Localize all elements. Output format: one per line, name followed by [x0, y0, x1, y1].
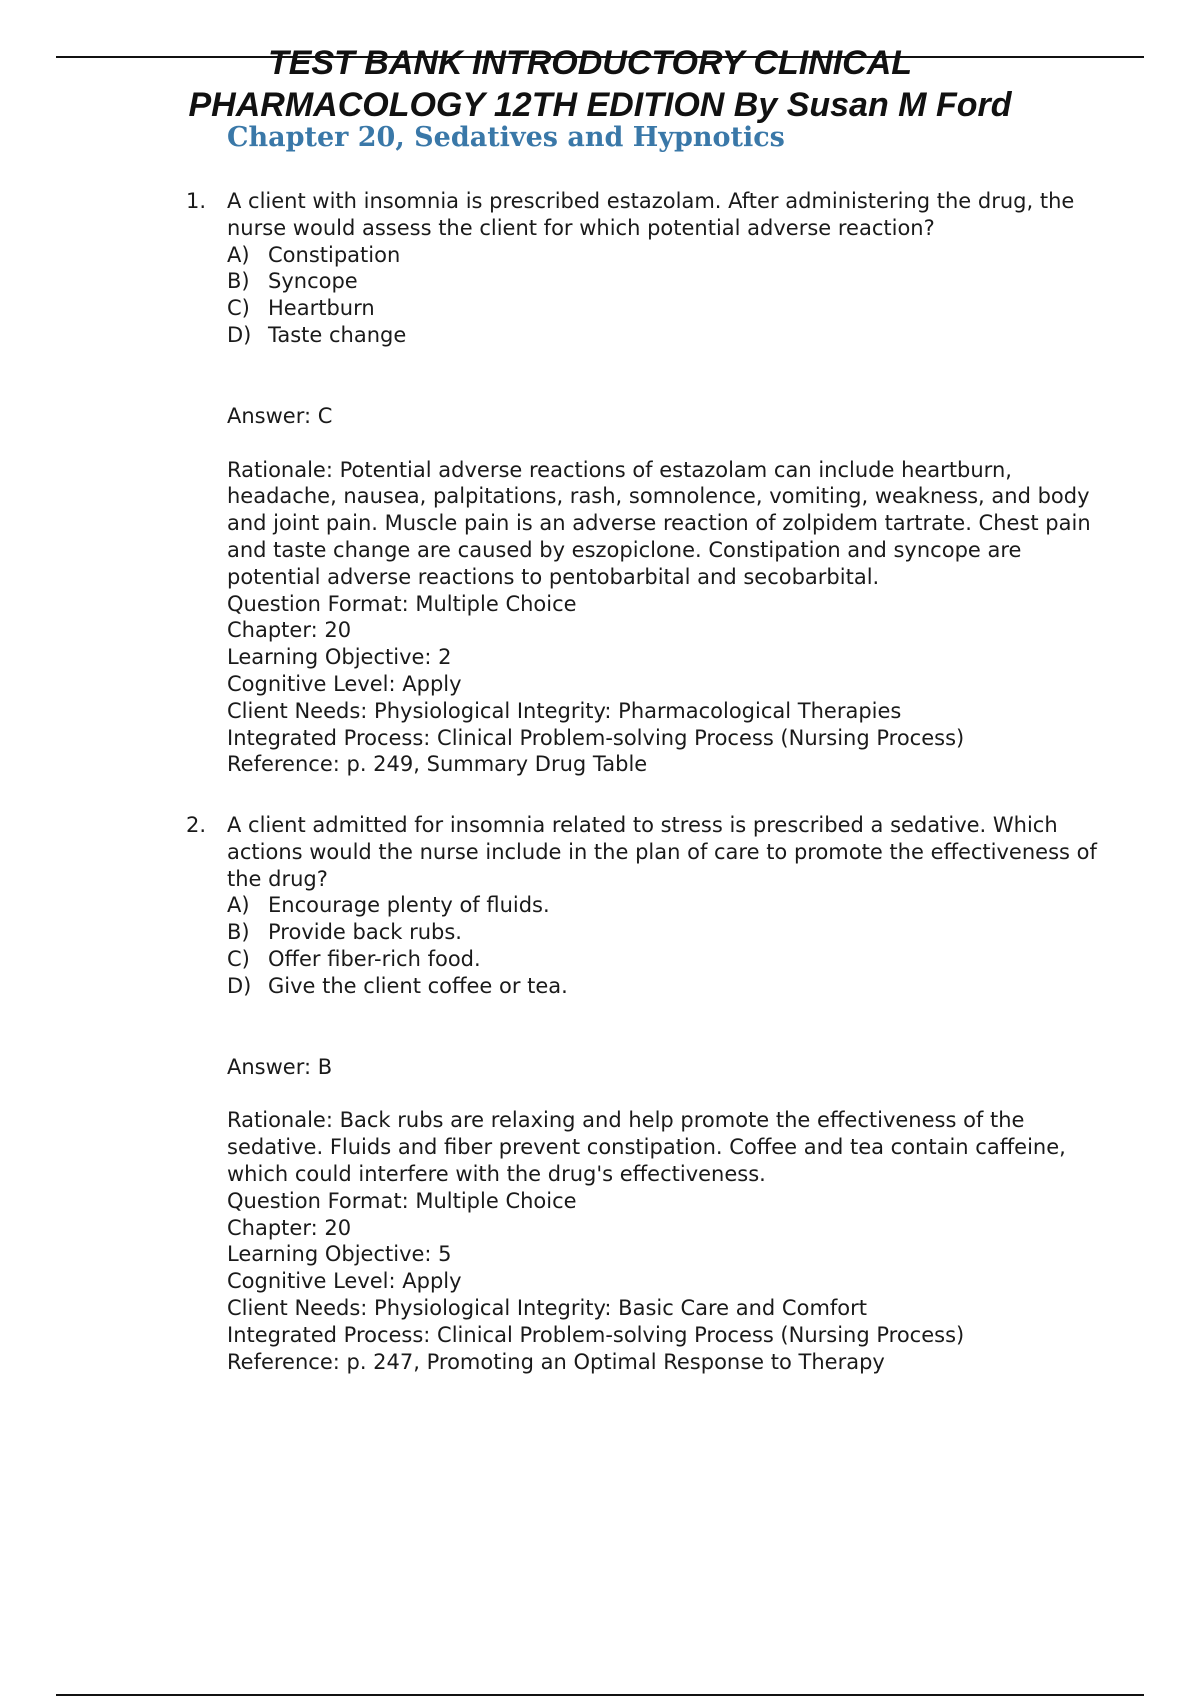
chapter-heading: Chapter 20, Sedatives and Hypnotics — [227, 122, 785, 153]
answer-option-a — [227, 892, 1127, 919]
option-letter: B) — [227, 920, 250, 945]
answer-option-d — [227, 322, 1127, 349]
option-text: Offer fiber-rich food. — [268, 946, 481, 971]
question-stem-line: nurse would assess the client for which potential adverse reaction? — [227, 215, 935, 240]
rationale-line: Rationale: Back rubs are relaxing and help promote the effectiveness of the — [227, 1108, 1025, 1133]
rationale-line: which could interfere with the drug's effectiveness. — [227, 1161, 766, 1186]
answer-option-d — [227, 973, 1127, 1000]
option-text: Give the client coffee or tea. — [268, 973, 568, 998]
answer-option-a — [227, 242, 1127, 269]
meta-reference: Reference: p. 247, Promoting an Optimal Response to Therapy — [227, 1349, 885, 1374]
meta-learning-objective: Learning Objective: 5 — [227, 1242, 452, 1267]
rationale-line: and taste change are caused by eszopiclone. Constipation and syncope are — [227, 537, 1022, 562]
option-letter: A) — [227, 893, 250, 918]
question-stem-line: the drug? — [227, 866, 328, 891]
meta-learning-objective: Learning Objective: 2 — [227, 645, 452, 670]
document-title-line-1: TEST BANK INTRODUCTORY CLINICAL — [267, 44, 913, 82]
question-body — [227, 812, 1127, 1375]
option-text: Heartburn — [268, 296, 375, 321]
answer-option-c — [227, 295, 1127, 322]
rationale-line: sedative. Fluids and fiber prevent constipation. Coffee and tea contain caffeine, — [227, 1135, 1066, 1160]
question-body — [227, 188, 1127, 778]
bottom-rule — [56, 1694, 1144, 1696]
question-stem-line: A client with insomnia is prescribed estazolam. After administering the drug, the — [227, 189, 1075, 213]
option-text: Syncope — [268, 269, 358, 294]
option-letter: A) — [227, 242, 250, 267]
meta-question-format: Question Format: Multiple Choice — [227, 1188, 577, 1213]
option-letter: D) — [227, 973, 252, 998]
meta-cognitive-level: Cognitive Level: Apply — [227, 1269, 462, 1294]
meta-client-needs: Client Needs: Physiological Integrity: Pharmacological Therapies — [227, 698, 902, 723]
rationale-line: headache, nausea, palpitations, rash, somnolence, vomiting, weakness, and body — [227, 484, 1090, 509]
question-number: 1. — [186, 189, 207, 213]
answer-key: Answer: C — [227, 403, 333, 428]
option-text: Taste change — [268, 322, 407, 347]
meta-chapter: Chapter: 20 — [227, 618, 352, 643]
answer-key: Answer: B — [227, 1054, 333, 1079]
rationale-line: and joint pain. Muscle pain is an adverse reaction of zolpidem tartrate. Chest pain — [227, 511, 1091, 536]
rationale-line: potential adverse reactions to pentobarbital and secobarbital. — [227, 564, 880, 589]
meta-integrated-process: Integrated Process: Clinical Problem-solving Process (Nursing Process) — [227, 1322, 965, 1347]
meta-cognitive-level: Cognitive Level: Apply — [227, 671, 462, 696]
option-letter: D) — [227, 322, 252, 347]
meta-client-needs: Client Needs: Physiological Integrity: Basic Care and Comfort — [227, 1295, 868, 1320]
option-letter: C) — [227, 296, 250, 321]
meta-chapter: Chapter: 20 — [227, 1215, 352, 1240]
meta-integrated-process: Integrated Process: Clinical Problem-solving Process (Nursing Process) — [227, 725, 965, 750]
answer-option-b — [227, 919, 1127, 946]
question-stem-line: actions would the nurse include in the plan of care to promote the effectiveness of — [227, 839, 1097, 864]
question-stem-line: A client admitted for insomnia related to stress is prescribed a sedative. Which — [227, 813, 1058, 837]
meta-question-format: Question Format: Multiple Choice — [227, 591, 577, 616]
option-letter: C) — [227, 946, 250, 971]
question-number: 2. — [186, 813, 207, 837]
meta-reference: Reference: p. 249, Summary Drug Table — [227, 752, 648, 777]
rationale-line: Rationale: Potential adverse reactions of estazolam can include heartburn, — [227, 457, 1012, 482]
answer-option-c — [227, 946, 1127, 973]
option-text: Provide back rubs. — [268, 920, 462, 945]
option-text: Encourage plenty of fluids. — [268, 893, 550, 918]
answer-option-b — [227, 268, 1127, 295]
option-text: Constipation — [268, 242, 401, 267]
document-title-line-2: PHARMACOLOGY 12TH EDITION By Susan M Ford — [188, 86, 1012, 124]
option-letter: B) — [227, 269, 250, 294]
